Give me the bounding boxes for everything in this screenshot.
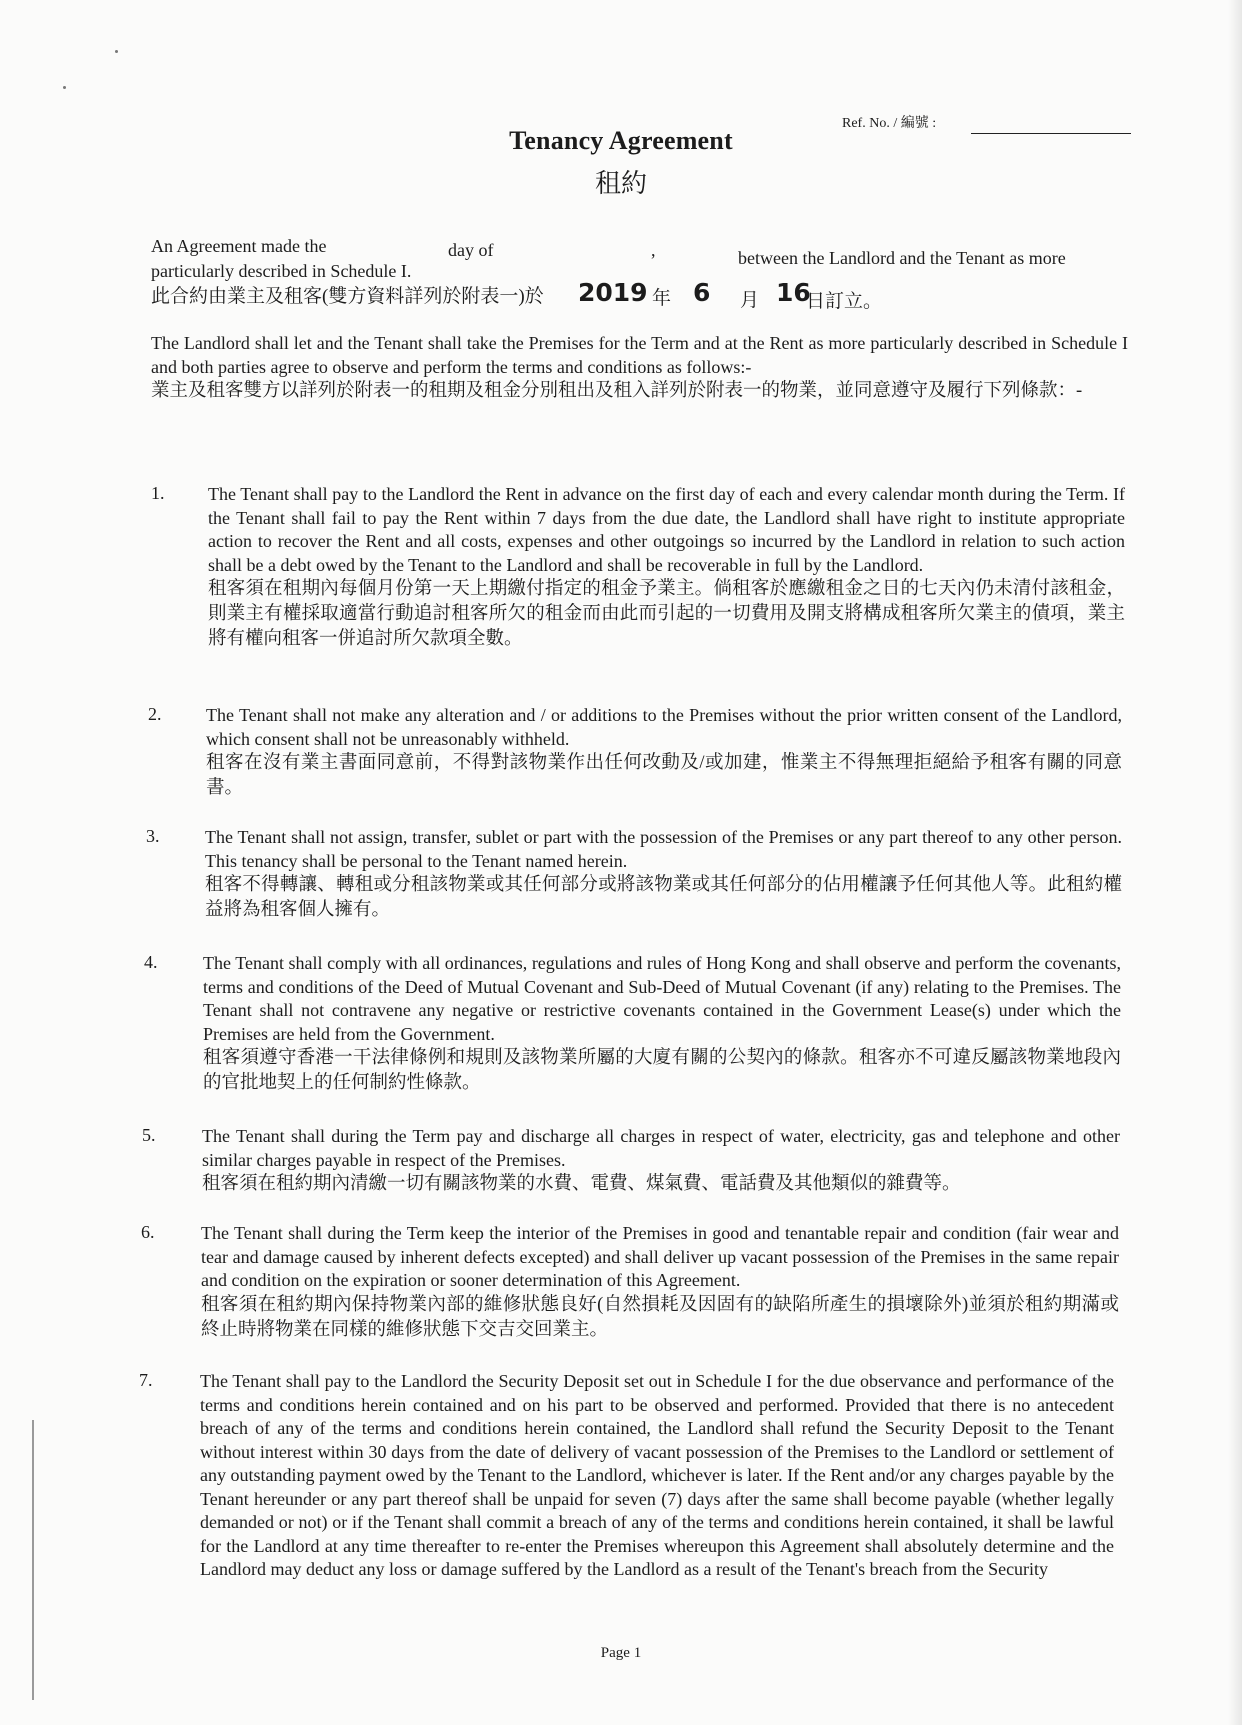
month-unit: 月 xyxy=(740,290,760,311)
preamble-en: The Landlord shall let and the Tenant shall take the Premises for the Term and at the Rent as more particularly described in Schedule I and both parties agree to observe and perform the terms and conditions as follows:- xyxy=(151,333,1128,377)
clause-1 xyxy=(208,483,1125,652)
intro-between: between the Landlord and the Tenant as more xyxy=(738,248,1066,268)
document-title: Tenancy Agreement xyxy=(509,126,733,155)
clause-zh: 租客須在租約期內保持物業內部的維修狀態良好(自然損耗及因固有的缺陷所產生的損壞除外)並須於租約期滿或終止時將物業在同樣的維修狀態下交吉交回業主。 xyxy=(201,1294,1119,1340)
scan-speck xyxy=(115,50,118,53)
intro-zh xyxy=(151,285,544,309)
clause-en: The Tenant shall during the Term pay and discharge all charges in respect of water, electricity, gas and telephone and other similar charges payable in respect of the Premises. xyxy=(202,1126,1120,1170)
scan-speck xyxy=(63,86,66,89)
clause-number: 2. xyxy=(148,704,162,724)
clause-en: The Tenant shall not assign, transfer, sublet or part with the possession of the Premises or any part thereof to any other person. This tenancy shall be personal to the Tenant named herein. xyxy=(205,827,1122,871)
clause-number: 6. xyxy=(141,1222,155,1242)
clause-number: 5. xyxy=(142,1125,156,1145)
clause-en: The Tenant shall pay to the Landlord the Rent in advance on the first day of each and every calendar month during the Term. If the Tenant shall fail to pay the Rent within 7 days from the due date, the Landlord shall have right to institute appropriate action to recover the Rent and all costs, expenses and other outgoings so incurred by the Landlord in relation to such action shall be a debt owed by the Tenant to the Landlord and shall be recoverable in full by the Landlord. xyxy=(208,484,1125,575)
clause-zh: 租客須遵守香港一干法律條例和規則及該物業所屬的大廈有關的公契內的條款。租客亦不可違反屬該物業地段內的官批地契上的任何制約性條款。 xyxy=(203,1048,1121,1093)
clause-zh: 租客須在租期內每個月份第一天上期繳付指定的租金予業主。倘租客於應繳租金之日的七天內仍未清付該租金，則業主有權採取適當行動追討租客所欠的租金而由此而引起的一切費用及開支將構成租客所欠業主的債項，業主將有權向租客一併追討所欠款項全數。 xyxy=(208,579,1125,649)
page-number: Page 1 xyxy=(600,1645,642,1661)
clause-zh: 租客在沒有業主書面同意前，不得對該物業作出任何改動及/或加建，惟業主不得無理拒絕給予租客有關的同意書。 xyxy=(206,753,1122,798)
intro-comma: , xyxy=(651,240,656,260)
clause-4 xyxy=(203,952,1121,1096)
intro-agreement-made: An Agreement made the xyxy=(151,236,327,256)
clause-number: 4. xyxy=(144,952,158,972)
clause-3 xyxy=(205,826,1122,923)
preamble-zh: 業主及租客雙方以詳列於附表一的租期及租金分別租出及租入詳列於附表一的物業，並同意遵守及履行下列條款：- xyxy=(151,381,1083,401)
handwritten-day: 16 xyxy=(776,278,811,307)
clause-en: The Tenant shall during the Term keep the interior of the Premises in good and tenantable repair and condition (fair wear and tear and damage caused by inherent defects excepted) and shall deliver up vacant possession of the Premises in the same repair and condition on the expiration or sooner determination of this Agreement. xyxy=(201,1223,1119,1290)
clause-5 xyxy=(202,1125,1120,1197)
year-unit: 年 xyxy=(652,288,672,309)
intro-zh-prefix: 此合約由業主及租客(雙方資料詳列於附表一)於 xyxy=(151,286,544,307)
preamble xyxy=(151,332,1128,404)
document-title-zh: 租約 xyxy=(594,169,647,198)
clause-number: 1. xyxy=(151,483,165,503)
clause-zh: 租客不得轉讓、轉租或分租該物業或其任何部分或將該物業或其任何部分的佔用權讓予任何其他人等。此租約權益將為租客個人擁有。 xyxy=(205,875,1122,920)
intro-schedule-ref: particularly described in Schedule I. xyxy=(151,261,412,281)
clause-zh: 租客須在租約期內清繳一切有關該物業的水費、電費、煤氣費、電話費及其他類似的雜費等。 xyxy=(202,1174,961,1194)
clause-number: 7. xyxy=(139,1370,153,1390)
page-edge-shadow xyxy=(1228,0,1242,1725)
clause-6 xyxy=(201,1222,1119,1343)
ref-number-label: Ref. No. / 編號 : xyxy=(842,116,937,131)
clause-2 xyxy=(206,704,1122,801)
clause-7 xyxy=(200,1370,1114,1582)
handwritten-year: 2019 xyxy=(578,278,648,307)
clause-en: The Tenant shall not make any alteration and / or additions to the Premises without the prior written consent of the Landlord, which consent shall not be unreasonably withheld. xyxy=(206,705,1122,749)
handwritten-month: 6 xyxy=(693,278,711,307)
clause-en: The Tenant shall pay to the Landlord the Security Deposit set out in Schedule I for the due observance and performance of the terms and conditions herein contained and on his part to be observed and performed. Provided that there is no antecedent breach of any of the terms and conditions herein contained, the Landlord shall refund the Security Deposit to the Tenant without interest within 30 days from the date of delivery of vacant possession of the Premises to the Landlord or settlement of any outstanding payment owed by the Tenant to the Landlord, whichever is later. If the Rent and/or any charges payable by the Tenant hereunder or any part thereof shall be unpaid for seven (7) days after the same shall become payable (whether legally demanded or not) or if the Tenant shall commit a breach of any of the terms and conditions herein contained, it shall be lawful for the Landlord at any time thereafter to re-enter the Premises whereupon this Agreement shall absolutely determine and the Landlord may deduct any loss or damage suffered by the Landlord as a result of the Tenant's breach from the Security xyxy=(200,1371,1114,1579)
day-unit: 日訂立。 xyxy=(806,291,883,312)
clause-en: The Tenant shall comply with all ordinances, regulations and rules of Hong Kong and shall observe and perform the covenants, terms and conditions of the Deed of Mutual Covenant and Sub-Deed of Mutual Covenant (if any) relating to the Premises. The Tenant shall not contravene any negative or restrictive covenants contained in the Government Lease(s) under which the Premises are held from the Government. xyxy=(203,953,1121,1044)
clause-number: 3. xyxy=(146,826,160,846)
intro-day-of: day of xyxy=(448,240,494,260)
